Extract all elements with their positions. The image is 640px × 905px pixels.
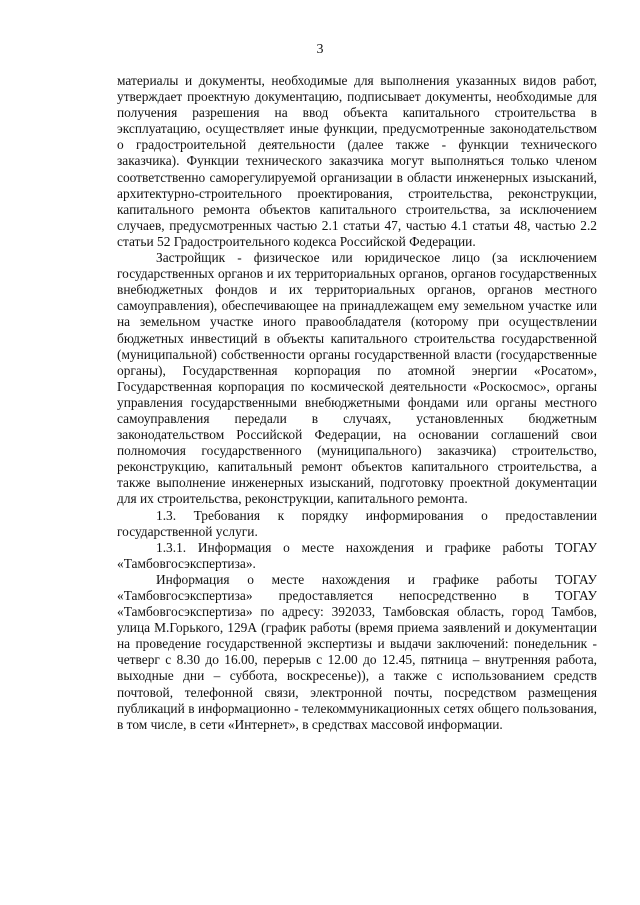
page-number: 3 [316,42,324,57]
paragraph-location-schedule: Информация о месте нахождения и графике работы ТОГАУ «Тамбовгосэкспертиза» предоставляется непосредственно в ТОГАУ «Тамбовгосэкспертиза» по адресу: 392033, Тамбовская область, город Тамбов, улица М.Горького, 129А (график работы (время приема заявлений и документации на проведение государственной экспертизы и выдачи заключений: понедельник - четверг с 8.30 до 16.00, перерыв с 12.00 до 12.45, пятница – внутренняя работа, выходные дни – суббота, воскресенье)), а также с использованием средств почтовой, телефонной связи, электронной почты, посредством размещения публикаций в информационно - телекоммуникационных сетях общего пользования, в том числе, в сети «Интернет», в средствах массовой информации. [117,571,597,732]
paragraph-developer-definition: Застройщик - физическое или юридическое лицо (за исключением государственных органов и их территориальных органов, органов государственных внебюджетных фондов и их территориальных органов, органов местного самоуправления), обеспечивающее на принадлежащем ему земельном участке или на земельном участке иного правообладателя (которому при осуществлении бюджетных инвестиций в объекты капитального строительства государственной (муниципальной) собственности органы государственной власти (государственные органы), Государственная корпорация по атомной энергии «Росатом», Государственная корпорация по космической деятельности «Роскосмос», органы управления государственными внебюджетными фондами или органы местного самоуправления передали в случаях, установленных бюджетным законодательством Российской Федерации, на основании соглашений свои полномочия государственного (муниципального) заказчика) строительство, реконструкцию, капитальный ремонт объектов капитального строительства, а также выполнение инженерных изысканий, подготовку проектной документации для их строительства, реконструкции, капитального ремонта. [117,250,597,507]
paragraph-technical-customer: материалы и документы, необходимые для выполнения указанных видов работ, утверждает проектную документацию, подписывает документы, необходимые для получения разрешения на ввод объекта капитального строительства в эксплуатацию, осуществляет иные функции, предусмотренные законодательством о градостроительной деятельности (далее также - функции технического заказчика). Функции технического заказчика могут выполняться только членом соответственно саморегулируемой организации в области инженерных изысканий, архитектурно-строительного проектирования, строительства, реконструкции, капитального ремонта объектов капитального строительства, за исключением случаев, предусмотренных частью 2.1 статьи 47, частью 4.1 статьи 48, частью 2.2 статьи 52 Градостроительного кодекса Российской Федерации. [117,73,597,249]
paragraph-section-1-3: 1.3. Требования к порядку информирования о предоставлении государственной услуги. [117,507,597,539]
body-text [117,73,597,733]
paragraph-section-1-3-1: 1.3.1. Информация о месте нахождения и графике работы ТОГАУ «Тамбовгосэкспертиза». [117,539,597,571]
